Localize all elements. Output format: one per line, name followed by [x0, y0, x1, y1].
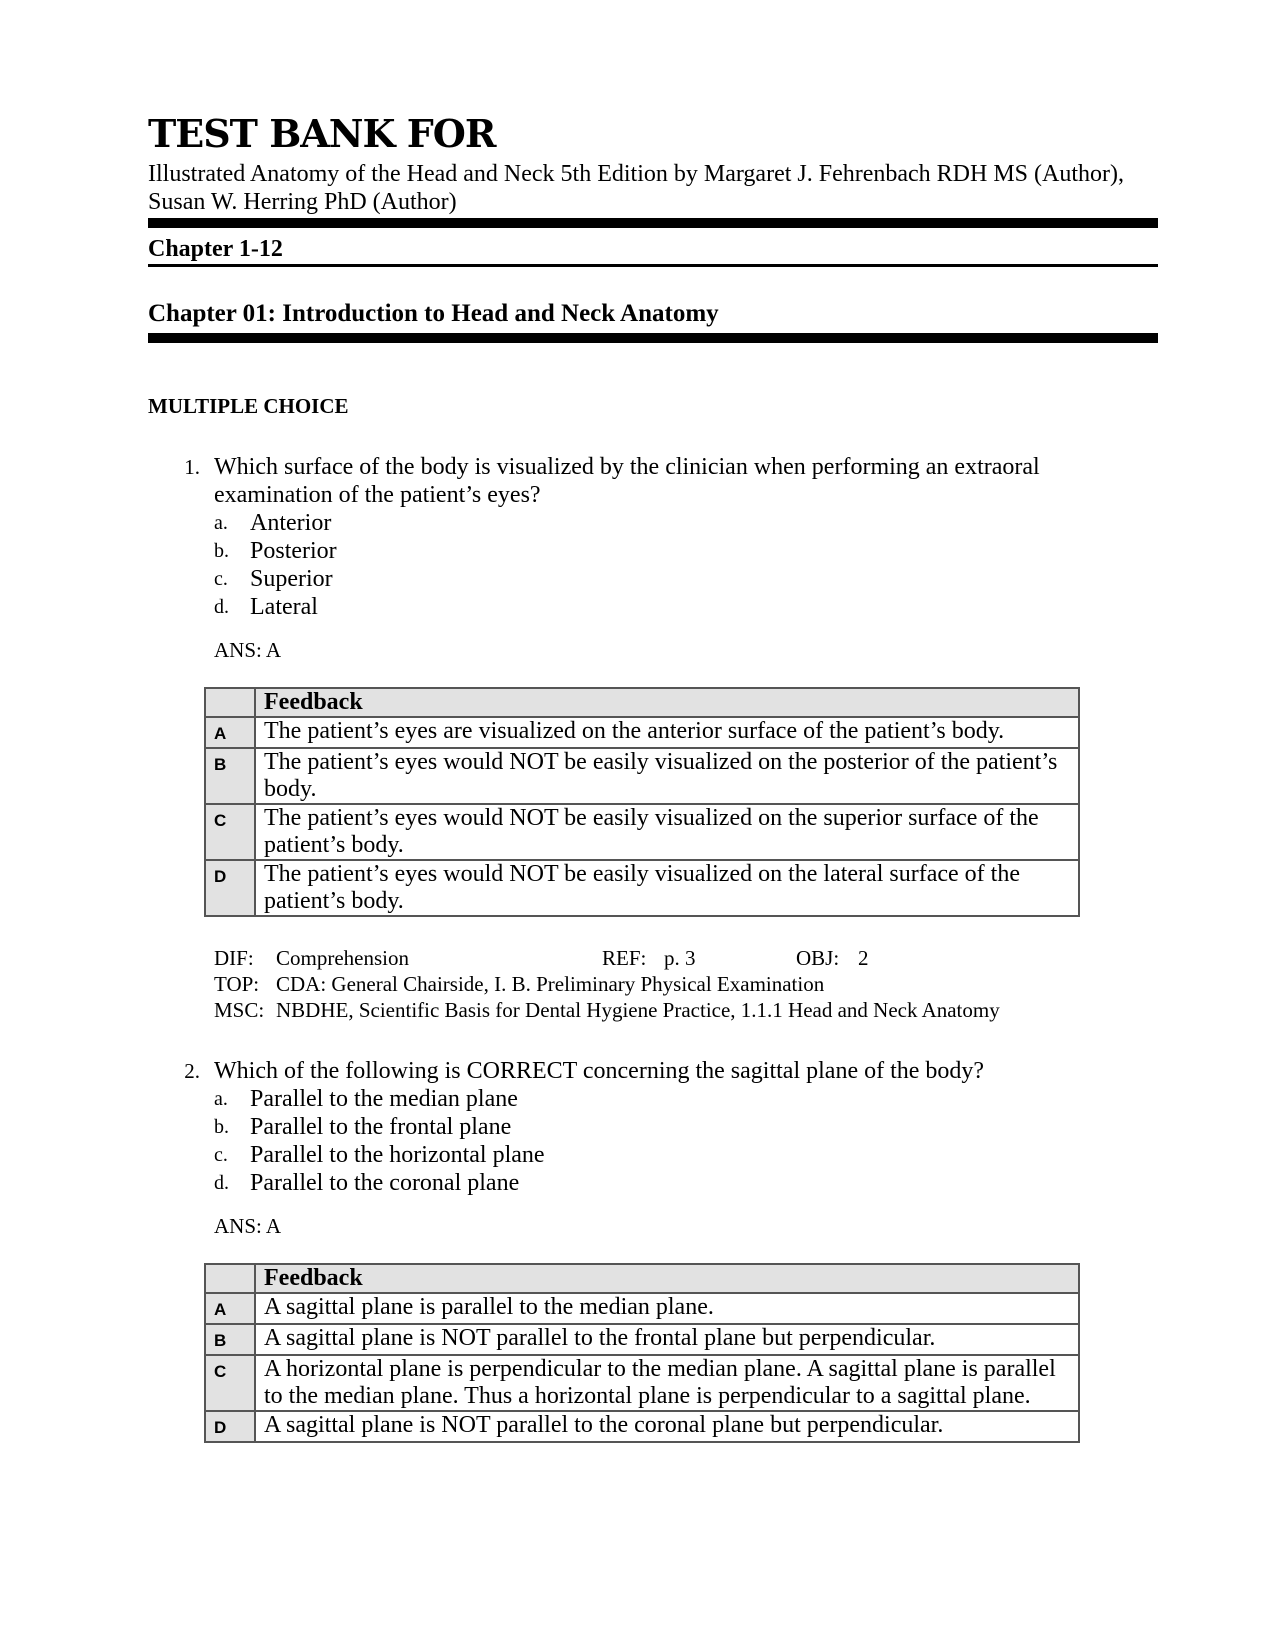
book-subtitle: Illustrated Anatomy of the Head and Neck 5th Edition by Margaret J. Fehrenbach RDH MS (Author), Susan W. Herring PhD (Author)	[148, 161, 1125, 215]
question-metadata	[214, 945, 1158, 1023]
feedback-text: A horizontal plane is perpendicular to the median plane. A sagittal plane is parallel to the median plane. Thus a horizontal plane is perpendicular to a sagittal plane.	[255, 1355, 1079, 1411]
table-row	[205, 860, 1079, 916]
choice-text: Parallel to the coronal plane	[250, 1170, 520, 1196]
choice-letter: a.	[214, 512, 228, 534]
choice-text: Parallel to the frontal plane	[250, 1114, 512, 1140]
choice-letter: a.	[214, 1088, 228, 1110]
answer-choices	[214, 509, 1158, 621]
answer-choices	[214, 1085, 1158, 1197]
choice-text: Superior	[250, 566, 333, 592]
table-row	[205, 804, 1079, 860]
question-number: 2.	[184, 1059, 200, 1083]
feedback-letter: B	[205, 1324, 255, 1355]
top-value: CDA: General Chairside, I. B. Preliminary Physical Examination	[276, 972, 825, 996]
table-row	[205, 748, 1079, 804]
table-row	[205, 1324, 1079, 1355]
feedback-header-row	[205, 1264, 1079, 1293]
choice-text: Parallel to the median plane	[250, 1086, 518, 1112]
table-row	[205, 1355, 1079, 1411]
choice-item	[214, 565, 1158, 593]
ref-label: REF:	[602, 946, 647, 970]
question-text: Which surface of the body is visualized by the clinician when performing an extraoral examination of the patient’s eyes?	[214, 454, 1040, 508]
document-page	[148, 112, 1158, 1443]
feedback-letter: D	[205, 860, 255, 916]
question-2	[148, 1057, 1158, 1443]
dif-value: Comprehension	[276, 946, 409, 970]
answer-key: ANS: A	[214, 1214, 282, 1238]
feedback-text: A sagittal plane is NOT parallel to the frontal plane but perpendicular.	[255, 1324, 1079, 1355]
divider	[148, 218, 1158, 228]
choice-item	[214, 1169, 1158, 1197]
feedback-text: The patient’s eyes would NOT be easily visualized on the superior surface of the patient’s body.	[255, 804, 1079, 860]
choice-letter: b.	[214, 540, 229, 562]
choice-letter: c.	[214, 1144, 228, 1166]
feedback-text: A sagittal plane is NOT parallel to the coronal plane but perpendicular.	[255, 1411, 1079, 1442]
feedback-letter: C	[205, 804, 255, 860]
obj-label: OBJ:	[796, 946, 840, 970]
chapter-range: Chapter 1-12	[148, 236, 283, 262]
msc-value: NBDHE, Scientific Basis for Dental Hygiene Practice, 1.1.1 Head and Neck Anatomy	[276, 998, 1000, 1022]
choice-item	[214, 593, 1158, 621]
choice-text: Anterior	[250, 510, 332, 536]
msc-label: MSC:	[214, 998, 265, 1022]
choice-letter: c.	[214, 568, 228, 590]
divider	[148, 264, 1158, 267]
choice-text: Posterior	[250, 538, 337, 564]
dif-label: DIF:	[214, 946, 254, 970]
answer-key: ANS: A	[214, 638, 282, 662]
feedback-table	[204, 687, 1080, 917]
choice-letter: d.	[214, 596, 229, 618]
table-row	[205, 717, 1079, 748]
feedback-text: The patient’s eyes would NOT be easily visualized on the posterior of the patient’s body.	[255, 748, 1079, 804]
question-number: 1.	[184, 455, 200, 479]
choice-text: Parallel to the horizontal plane	[250, 1142, 545, 1168]
feedback-header: Feedback	[255, 688, 1079, 717]
question-text: Which of the following is CORRECT concerning the sagittal plane of the body?	[214, 1058, 985, 1084]
question-1	[148, 453, 1158, 1023]
feedback-corner-cell	[205, 688, 255, 717]
feedback-letter: C	[205, 1355, 255, 1411]
choice-text: Lateral	[250, 594, 318, 620]
feedback-text: The patient’s eyes are visualized on the anterior surface of the patient’s body.	[255, 717, 1079, 748]
ref-value: p. 3	[664, 946, 696, 970]
feedback-text: A sagittal plane is parallel to the median plane.	[255, 1293, 1079, 1324]
choice-item	[214, 1113, 1158, 1141]
feedback-letter: A	[205, 1293, 255, 1324]
choice-item	[214, 1141, 1158, 1169]
table-row	[205, 1411, 1079, 1442]
choice-letter: d.	[214, 1172, 229, 1194]
section-label: MULTIPLE CHOICE	[148, 394, 349, 418]
obj-value: 2	[858, 946, 869, 970]
choice-item	[214, 537, 1158, 565]
feedback-letter: A	[205, 717, 255, 748]
feedback-letter: D	[205, 1411, 255, 1442]
divider	[148, 333, 1158, 343]
feedback-header: Feedback	[255, 1264, 1079, 1293]
chapter-title: Chapter 01: Introduction to Head and Neck Anatomy	[148, 300, 719, 327]
feedback-header-row	[205, 688, 1079, 717]
feedback-table	[204, 1263, 1080, 1443]
top-label: TOP:	[214, 972, 260, 996]
choice-item	[214, 1085, 1158, 1113]
choice-item	[214, 509, 1158, 537]
feedback-corner-cell	[205, 1264, 255, 1293]
feedback-letter: B	[205, 748, 255, 804]
table-row	[205, 1293, 1079, 1324]
choice-letter: b.	[214, 1116, 229, 1138]
document-title: TEST BANK FOR	[148, 111, 496, 156]
feedback-text: The patient’s eyes would NOT be easily visualized on the lateral surface of the patient’s body.	[255, 860, 1079, 916]
